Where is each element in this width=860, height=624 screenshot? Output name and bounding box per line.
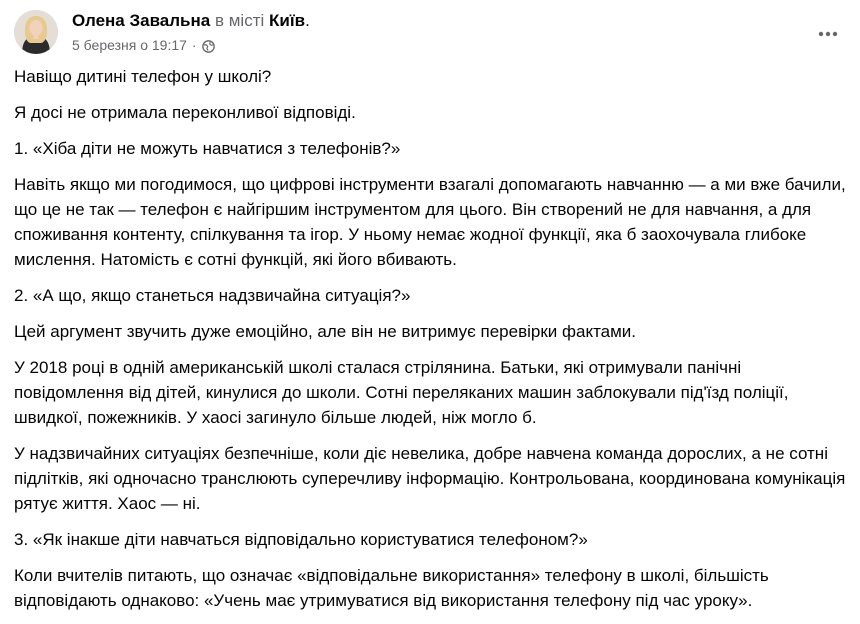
post-paragraph: Навіть якщо ми погодимося, що цифрові інструменти взагалі допомагають навчанню — а ми вже бачили, що це не так — телефон є найгіршим інструментом для цього. Він створений не для навчання, а для споживання контенту, спілкування та ігор. У ньому немає жодної функції, яка б заохочувала глибоке мислення. Натомість є сотні функцій, які його вбивають. [14, 175, 846, 269]
avatar-image [14, 10, 58, 54]
location-prefix: в місті [214, 11, 265, 30]
post-paragraph: У 2018 році в одній американській школі сталася стрілянина. Батьки, які отримували панічні повідомлення від дітей, кинулися до школи. Сотні переляканих машин заблокували під'їзд поліції, швидкої, пожежників. У хаосі загинуло більше людей, ніж могло б. [14, 358, 789, 427]
post-date-line [72, 36, 310, 54]
more-horizontal-icon [818, 31, 838, 37]
post-paragraph: Цей аргумент звучить дуже емоційно, але він не витримує перевірки фактами. [14, 322, 637, 341]
author-line [72, 10, 310, 32]
meta-separator: · [191, 37, 197, 53]
post-paragraph: 2. «А що, якщо станеться надзвичайна ситуація?» [14, 286, 411, 305]
post-paragraph: 1. «Хіба діти не можуть навчатися з телефонів?» [14, 139, 401, 158]
post-meta [72, 10, 310, 54]
globe-icon[interactable] [202, 39, 215, 52]
author-name[interactable]: Олена Завальна [72, 11, 211, 30]
post-paragraph: Я досі не отримала переконливої відповіді. [14, 103, 356, 122]
post-paragraph: Коли вчителів питають, що означає «відповідальне використання» телефону в школі, більшість відповідають однаково: «Учень має утримуватися від використання телефону під час уроку». [14, 566, 769, 610]
author-line-period: . [305, 11, 310, 30]
post-timestamp[interactable]: 5 березня о 19:17 [72, 37, 187, 53]
post-paragraph: У надзвичайних ситуаціях безпечніше, коли діє невелика, добре навчена команда дорослих, а не сотні підлітків, які одночасно транслюють суперечливу інформацію. Контрольована, координована комунікація рятує життя. Хаос — ні. [14, 444, 846, 513]
post-paragraph: 3. «Як інакше діти навчаться відповідально користуватися телефоном?» [14, 530, 588, 549]
location-city[interactable]: Київ [269, 11, 306, 30]
author-avatar[interactable] [14, 10, 58, 54]
post-header [14, 6, 846, 62]
post-options-button[interactable] [810, 16, 846, 52]
post-paragraph: Навіщо дитині телефон у школі? [14, 67, 272, 86]
post-body [14, 64, 852, 624]
